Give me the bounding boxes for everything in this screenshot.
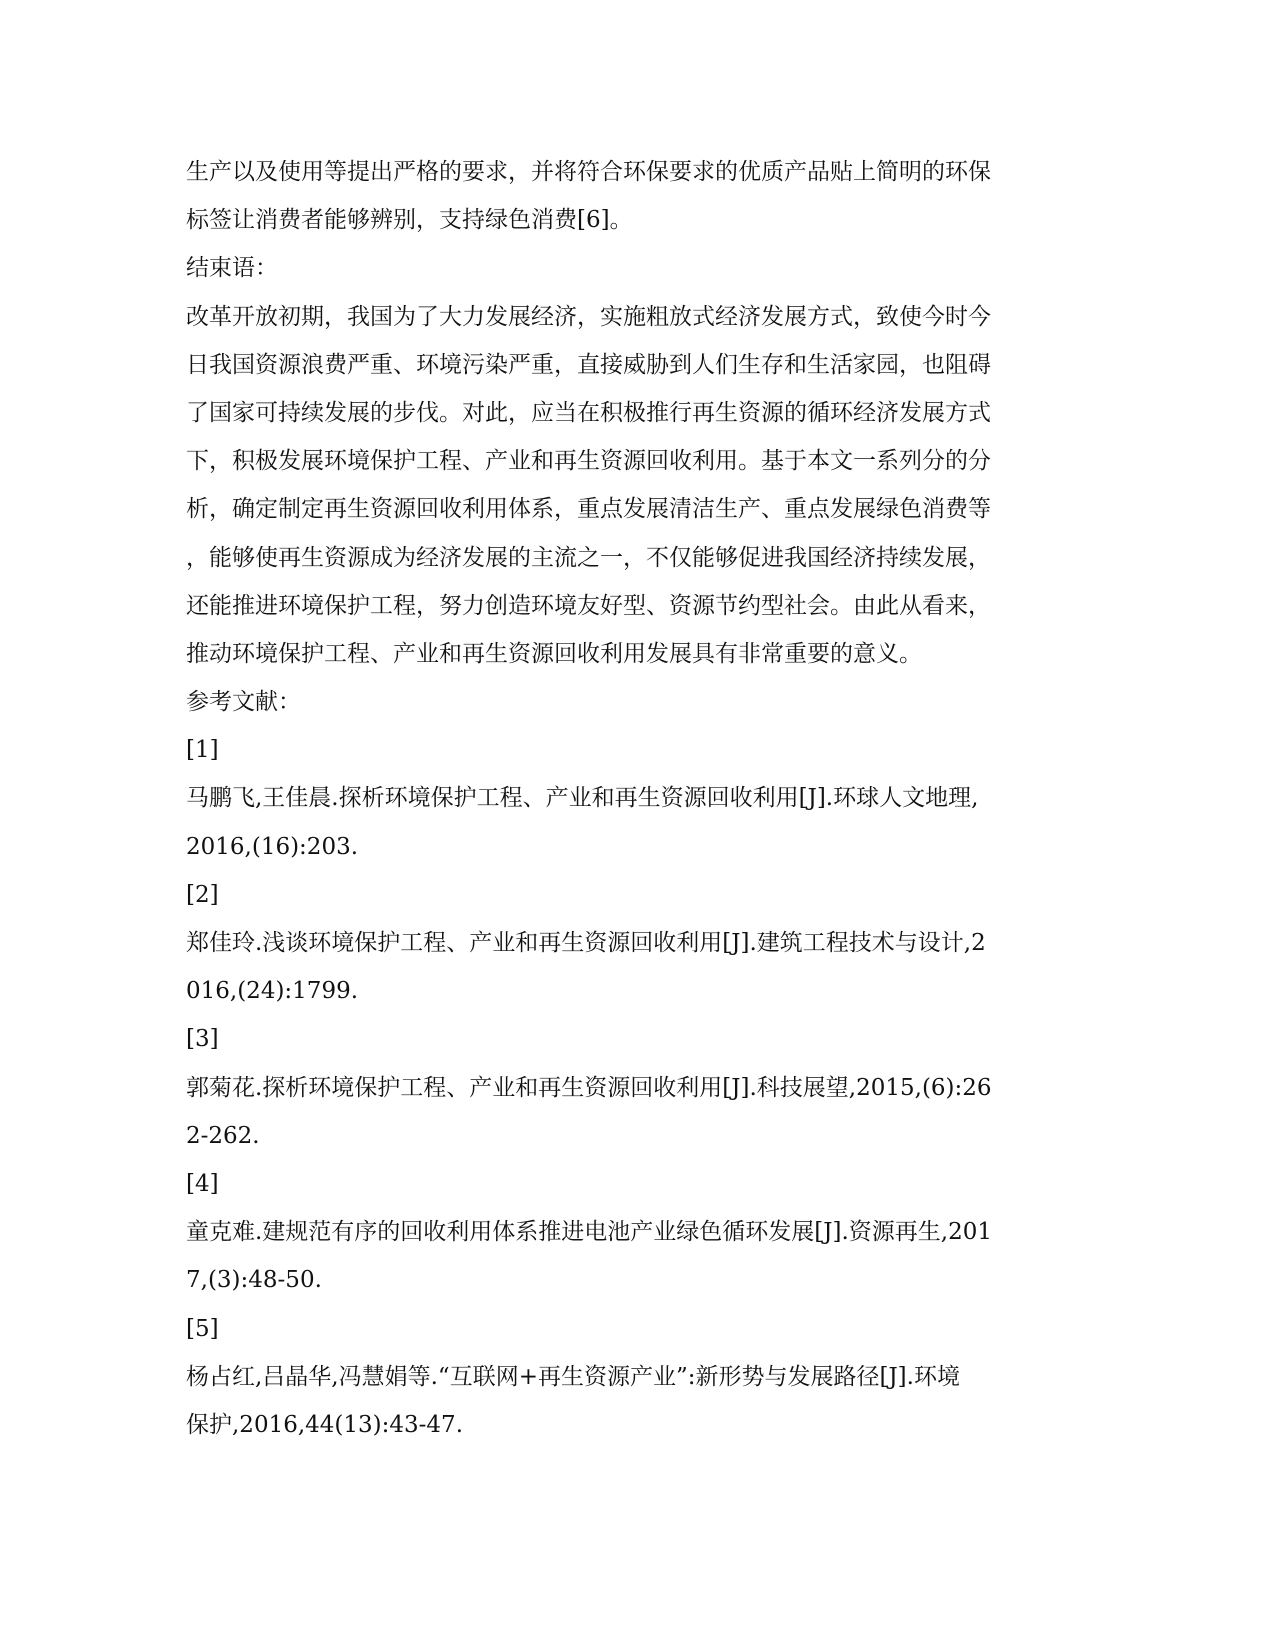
reference-line: 2-262. [186, 1122, 260, 1149]
section-heading-references: 参考文献： [186, 689, 301, 716]
reference-line: 保护,2016,44(13):43-47. [186, 1411, 463, 1438]
paragraph-line: ，能够使再生资源成为经济发展的主流之一，不仅能够促进我国经济持续发展， [186, 544, 991, 571]
reference-number: [5] [186, 1315, 219, 1342]
reference-line: 7,(3):48-50. [186, 1267, 322, 1294]
reference-line: 杨占红,吕晶华,冯慧娟等.“互联网+再生资源产业”:新形势与发展路径[J].环境 [186, 1363, 960, 1390]
reference-line: 郭菊花.探析环境保护工程、产业和再生资源回收利用[J].科技展望,2015,(6):26 [186, 1074, 992, 1101]
paragraph-line: 生产以及使用等提出严格的要求，并将符合环保要求的优质产品贴上简明的环保 [186, 159, 991, 185]
reference-number: [3] [186, 1026, 219, 1053]
reference-number: [4] [186, 1170, 219, 1197]
paragraph-line: 析，确定制定再生资源回收利用体系，重点发展清洁生产、重点发展绿色消费等 [186, 496, 991, 523]
reference-number: [1] [186, 737, 219, 764]
reference-line: 童克难.建规范有序的回收利用体系推进电池产业绿色循环发展[J].资源再生,201 [186, 1219, 992, 1246]
section-heading-conclusion: 结束语： [186, 255, 278, 282]
reference-line: 2016,(16):203. [186, 833, 359, 860]
paragraph-line: 日我国资源浪费严重、环境污染严重，直接威胁到人们生存和生活家园，也阻碍 [186, 351, 991, 378]
paragraph-line: 下，积极发展环境保护工程、产业和再生资源回收利用。基于本文一系列分的分 [186, 448, 991, 475]
paragraph-line: 了国家可持续发展的步伐。对此，应当在积极推行再生资源的循环经济发展方式 [186, 399, 991, 426]
reference-line: 马鹏飞,王佳晨.探析环境保护工程、产业和再生资源回收利用[J].环球人文地理, [186, 785, 979, 812]
paragraph-line: 推动环境保护工程、产业和再生资源回收利用发展具有非常重要的意义。 [186, 640, 922, 667]
reference-number: [2] [186, 881, 219, 908]
paragraph-line: 标签让消费者能够辨别，支持绿色消费[6]。 [186, 207, 633, 234]
document-page [186, 148, 1076, 1449]
paragraph-line: 改革开放初期，我国为了大力发展经济，实施粗放式经济发展方式，致使今时今 [186, 303, 991, 330]
paragraph-line: 还能推进环境保护工程，努力创造环境友好型、资源节约型社会。由此从看来， [186, 592, 991, 619]
reference-line: 016,(24):1799. [186, 978, 359, 1005]
reference-line: 郑佳玲.浅谈环境保护工程、产业和再生资源回收利用[J].建筑工程技术与设计,2 [186, 930, 986, 956]
